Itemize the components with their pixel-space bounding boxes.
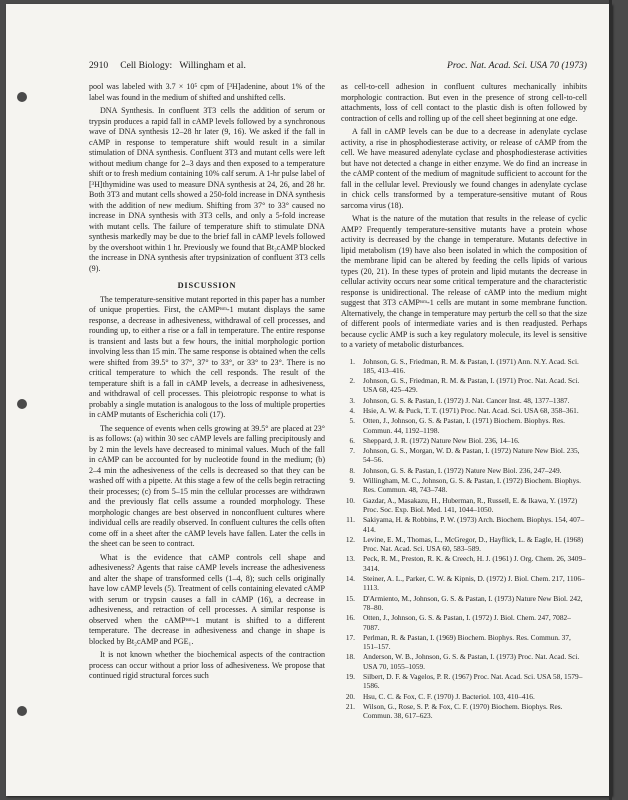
section-label: Cell Biology: [120, 60, 173, 71]
reference-number: 20. [345, 691, 355, 701]
reference-number: 17. [345, 632, 355, 642]
reference-item [341, 633, 587, 652]
reference-text: Johnson, G. S., Friedman, R. M. & Pastan, I. (1971) Proc. Nat. Acad. Sci. USA 68, 425–429. [363, 376, 580, 395]
reference-number: 9. [349, 476, 355, 486]
journal-citation: Proc. Nat. Acad. Sci. USA 70 (1973) [447, 60, 587, 71]
reference-item [341, 357, 587, 376]
punch-hole [17, 92, 27, 102]
reference-text: Hsu, C. C. & Fox, C. F. (1970) J. Bacteriol. 103, 410–416. [363, 691, 535, 701]
reference-number: 8. [349, 465, 355, 475]
reference-text: Peck, R. M., Preston, R. K. & Creech, H. J. (1961) J. Org. Chem. 26, 3409–3414. [363, 554, 586, 573]
discussion-heading: DISCUSSION [177, 281, 237, 290]
reference-text: Johnson, G. S., Morgan, W. D. & Pastan, I. (1972) Nature New Biol. 235, 54–56. [363, 446, 580, 465]
reference-text: Steiner, A. L., Parker, C. W. & Kipnis, D. (1972) J. Biol. Chem. 217, 1106–1113. [363, 574, 585, 593]
reference-item [341, 396, 587, 405]
reference-item [341, 672, 587, 691]
punch-hole [17, 399, 27, 409]
reference-number: 21. [345, 701, 355, 711]
reference-item [341, 652, 587, 671]
paragraph: A fall in cAMP levels can be due to a decrease in adenylate cyclase activity, a rise in phosphodiesterase activity, or release of cAMP from the cell. We have measured adenylate cyclase and phosphodiesterase activities but have not detected a change in either enzyme. We do find an increase in the cAMP content of the medium of magnitude sufficient to account for the fall in the cellular level. Previously we found changes in adenylate cyclase in chick cells transformed by a temperature-sensitive mutant of Rous sarcoma virus (18). [341, 127, 587, 210]
reference-item [341, 466, 587, 475]
punch-hole [17, 706, 27, 716]
authors: Willingham et al. [179, 60, 246, 71]
reference-text: Anderson, W. B., Johnson, G. S. & Pastan, I. (1973) Proc. Nat. Acad. Sci. USA 70, 1055–1059. [363, 652, 580, 671]
paragraph-dna-synthesis: DNA Synthesis. In confluent 3T3 cells the addition of serum or trypsin produces a rapid fall in cAMP levels followed by a synchronous wave of DNA synthesis 12–28 hr later (9, 16). We asked if the fall in cAMP in response to temperature shift would result in a similar stimulation of DNA synthesis. Confluent 3T3 and mutant cells were left without medium change for 2–3 days and then exposed to a temperature shift or to fresh medium containing 10% calf serum. A 1-hr pulse label of [³H]thymidine was used to measure DNA synthesis at 24, 26, and 28 hr. Both 3T3 and mutant cells showed a 250-fold increase in DNA synthesis with the addition of new medium. Shifting from 37° to 33° caused no increase in DNA synthesis with 3T3 cells, and only a 5-fold increase with mutant cells. The failure of temperature shift to stimulate DNA synthesis markedly may be due to the brief fall in cAMP levels followed by the overshoot within 1 hr. Previously we found that Bt₂cAMP blocked the increase in DNA synthesis after trypsinization of confluent 3T3 cells (9). [89, 106, 325, 273]
reference-item [341, 376, 587, 395]
reference-item [341, 436, 587, 445]
reference-item [341, 574, 587, 593]
reference-number: 10. [345, 495, 355, 505]
page-number: 2910 [89, 60, 109, 71]
paragraph: The temperature-sensitive mutant reported in this paper has a number of unique properties. First, the cAMPᵗˢᵐ-1 mutant displays the same response, a decrease in adhesiveness, withdrawal of cell processes, and rounding up, to either a rise or a fall in temperature. The entire response is transient and lasts but a few hours, the initial morphologic portion involving less than 15 min. The same response is obtained when the cells were shifted from 39.5° to 37°, 37° to 33°, or 33° to 23°. There is no critical temperature to which the cell responds. The result of the temperature shift is a fall in cAMP levels, a decrease in adhesiveness, and withdrawal of cell processes. This pleiotropic response to what is probably a single mutation is analogous to the loss of multiple properties in cAMP mutants of Escherichia coli (17). [89, 294, 325, 419]
reference-item [341, 613, 587, 632]
reference-item [341, 416, 587, 435]
reference-number: 4. [349, 405, 355, 415]
reference-number: 18. [345, 652, 355, 662]
reference-number: 5. [349, 416, 355, 426]
reference-item [341, 594, 587, 613]
reference-text: Otten, J., Johnson, G. S. & Pastan, I. (1971) Biochem. Biophys. Res. Commun. 44, 1192–1198. [363, 416, 565, 435]
reference-text: Levine, E. M., Thomas, L., McGregor, D., Hayflick, L. & Eagle, H. (1968) Proc. Nat. Acad. Sci. USA 60, 583–589. [363, 534, 584, 554]
paragraph: What is the nature of the mutation that results in the release of cyclic AMP? Frequently temperature-sensitive mutants have a protein whose activity is decreased by the change in temperature. Mutants defective in lipid metabolism (19) have also been isolated in which the composition of the membrane lipid can be altered by feeding the cells lipids of various types (20, 21). In these types of protein and lipid mutants the decrease in cellular activity occurs near some critical temperature and the characteristic response is unidirectional. The release of cAMP into the medium might suggest that 3T3 cAMPᵗˢᵐ-1 cells are mutant in some membrane function. Alternatively, the change in temperature may perturb the cell so that the size of different pools of intermediate varies and is then readjusted. Perhaps because cyclic AMP is such a key regulatory molecule, its level is sensitive to a variety of metabolic disturbances. [341, 214, 587, 349]
reference-number: 15. [345, 593, 355, 603]
reference-text: Gazdar, A., Masakazu, H., Huberman, R., Russell, E. & Ikawa, Y. (1972) Proc. Soc. Exp. Biol. Med. 141, 1044–1050. [363, 495, 578, 514]
paragraph: pool was labeled with 3.7 × 10⁵ cpm of [³H]adenine, about 1% of the label was found in the medium of shifted and unshifted cells. [89, 82, 325, 102]
reference-number: 12. [345, 534, 355, 544]
reference-item [341, 446, 587, 465]
reference-text: Silbert, D. F. & Vagelos, P. R. (1967) Proc. Nat. Acad. Sci. USA 58, 1579–1586. [363, 672, 583, 691]
reference-number: 3. [349, 395, 355, 405]
reference-text: Otten, J., Johnson, G. S. & Pastan, I. (1972) J. Biol. Chem. 247, 7082–7087. [363, 613, 571, 632]
reference-text: Sheppard, J. R. (1972) Nature New Biol. 236, 14–16. [363, 435, 520, 445]
reference-item [341, 476, 587, 495]
reference-text: Perlman, R. & Pastan, I. (1969) Biochem. Biophys. Res. Commun. 37, 151–157. [363, 632, 571, 652]
reference-item [341, 496, 587, 515]
reference-number: 14. [345, 574, 355, 584]
reference-number: 7. [349, 446, 355, 456]
reference-text: Johnson, G. S., Friedman, R. M. & Pastan, I. (1971) Ann. N.Y. Acad. Sci. 185, 413–416. [363, 356, 579, 375]
reference-text: Hsie, A. W. & Puck, T. T. (1971) Proc. Nat. Acad. Sci. USA 68, 358–361. [363, 405, 579, 415]
reference-text: Johnson, G. S. & Pastan, I. (1972) Nature New Biol. 236, 247–249. [363, 465, 562, 475]
reference-number: 19. [345, 672, 355, 681]
paragraph: What is the evidence that cAMP controls cell shape and adhesiveness? Agents that raise cAMP levels increase the adhesiveness and alter the shape of transformed cells (1–4, 8); such cells originally have low cAMP levels (5). Treatment of cells containing elevated cAMP with serum or trypsin causes a fall in cAMP (16), a decrease in adhesiveness, and retraction of cell processes. A similar response is observed when the cAMPᵗˢᵐ-1 mutant is shifted to a different temperature. The decrease in adhesiveness and change in shape is blocked by Bt₂cAMP and PGE₁. [89, 552, 325, 646]
reference-number: 11. [346, 515, 355, 525]
paragraph: as cell-to-cell adhesion in confluent cultures mechanically inhibits morphologic contraction. But even in the presence of strong cell-to-cell attachments, loss of cell contact to the plastic dish is often followed by contraction of cells and rolling up of the cell sheet beginning at one edge. [341, 82, 587, 123]
reference-number: 16. [345, 613, 355, 623]
reference-item [341, 515, 587, 534]
reference-number: 2. [349, 376, 355, 386]
reference-list [341, 357, 587, 721]
paragraph: It is not known whether the biochemical aspects of the contraction process can occur without a prior loss of adhesiveness. We propose that continued rigid structural forces such [89, 650, 325, 680]
reference-item [341, 406, 587, 415]
paragraph: The sequence of events when cells growing at 39.5° are placed at 23° is as follows: (a) within 30 sec cAMP levels are falling precipitously and by 2 min the levels have decreased to minimal values. Much of the fall in cAMP can be accounted for by nucleotide found in the medium; (b) 2–4 min the adhesiveness of the cells is decreased so that they can be washed off with a pipette. At this stage a few of the cells begin retracting their processes; (c) from 5–15 min the cellular processes are withdrawn and the previously flat cells assume a rounded morphology. These morphologic changes are best observed in nonconfluent cultures where individual cells are readily observed. In confluent cultures the cells often come off in a sheet after the cAMP levels have fallen. Later the cells in the sheet can be seen to contract. [89, 423, 325, 548]
reference-item [341, 692, 587, 701]
reference-text: Willingham, M. C., Johnson, G. S. & Pastan, I. (1972) Biochem. Biophys. Res. Commun. 48, 743–748. [363, 476, 581, 495]
reference-item [341, 535, 587, 554]
reference-text: Johnson, G. S. & Pastan, I. (1972) J. Nat. Cancer Inst. 48, 1377–1387. [363, 395, 570, 405]
reference-item [341, 554, 587, 573]
reference-number: 6. [349, 435, 355, 445]
reference-text: Wilson, G., Rose, S. P. & Fox, C. F. (1970) Biochem. Biophys. Res. Commun. 38, 617–623. [363, 701, 563, 721]
reference-text: D'Armiento, M., Johnson, G. S. & Pastan, I. (1973) Nature New Biol. 242, 78–80. [363, 593, 583, 612]
left-column [89, 82, 325, 685]
reference-item [341, 702, 587, 721]
right-column [341, 82, 587, 721]
reference-number: 13. [345, 554, 355, 564]
reference-text: Sakiyama, H. & Robbins, P. W. (1973) Arch. Biochem. Biophys. 154, 407–414. [363, 515, 585, 534]
reference-number: 1. [349, 356, 355, 366]
